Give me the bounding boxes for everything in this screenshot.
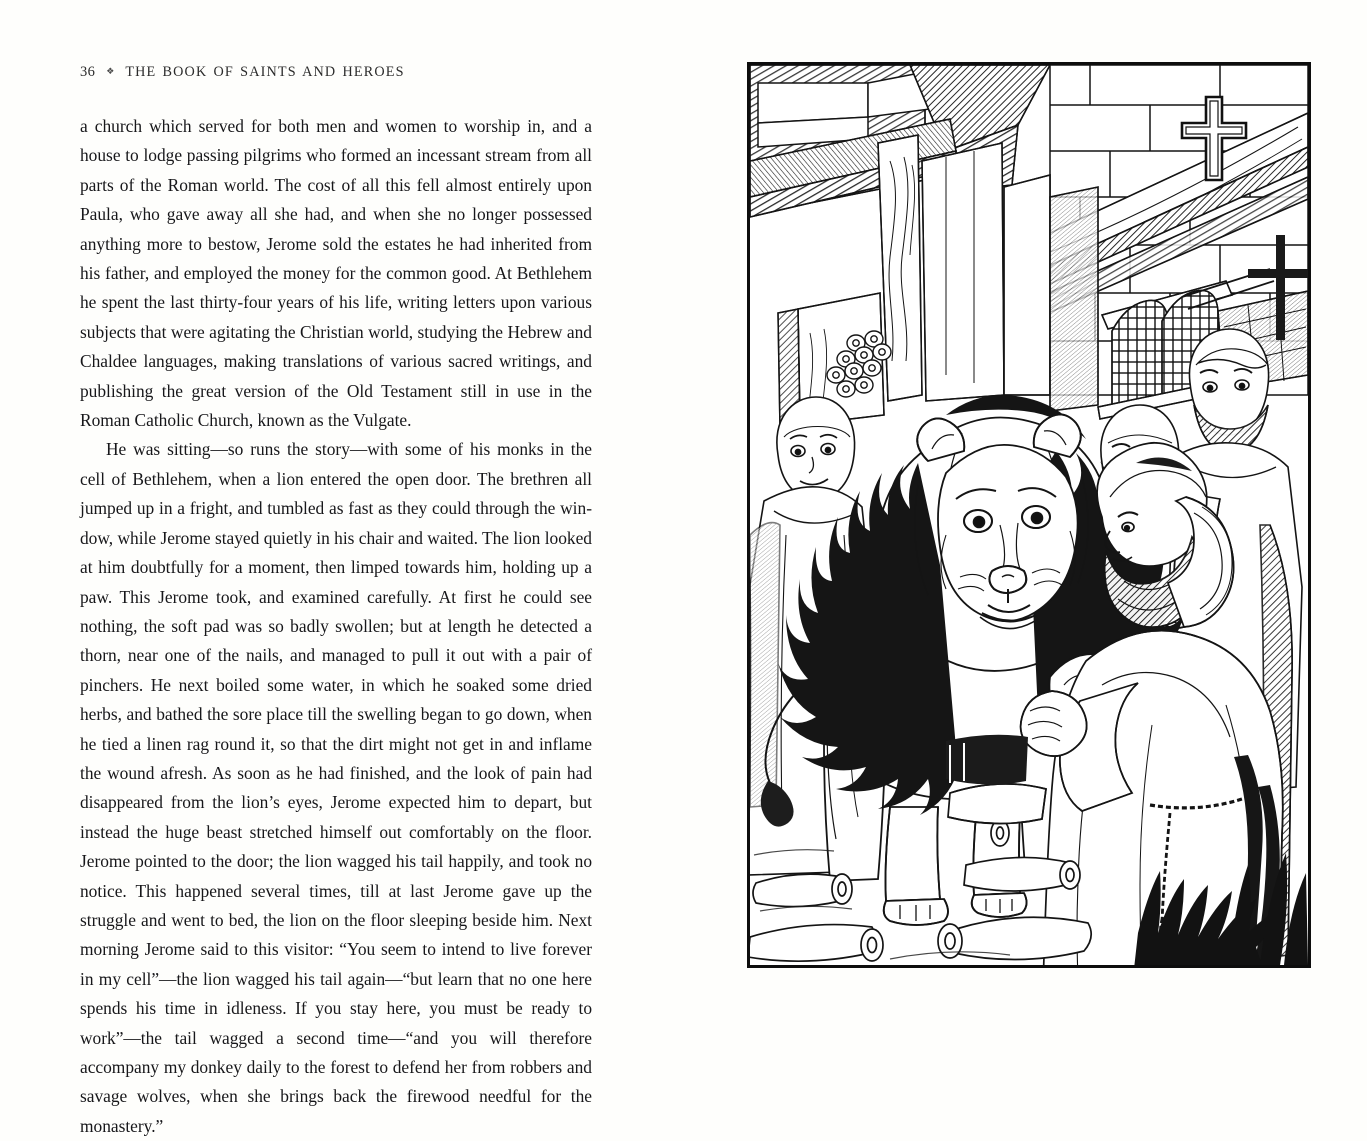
running-head-title: THE BOOK OF SAINTS AND HEROES <box>125 64 405 80</box>
diamond-ornament-icon: ❖ <box>106 66 115 76</box>
body-text-column <box>80 112 592 1141</box>
verso-page <box>0 0 683 1136</box>
saint-jerome-and-the-lion-illustration <box>750 65 1308 965</box>
running-head <box>80 64 405 81</box>
paragraph: He was sitting—so runs the story—with some of his monks in the cell of Bethlehem, when a lion entered the open door. The brethren all jumped up in a fright, and tumbled as fast as they could through the window, while Jerome stayed quietly in his chair and waited. The lion looked at him doubtfully for a moment, then limped towards him, holding up a paw. This Jerome took, and examined carefully. At first he could see nothing, the soft pad was so badly swollen; but at length he detected a thorn, near one of the nails, and managed to pull it out with a pair of pinchers. He next boiled some water, in which he soaked some dried herbs, and bathed the sore place till the swelling began to go down, when he tied a linen rag round it, so that the dirt might not get in and inflame the wound afresh. As soon as he had finished, and the look of pain had disappeared from the lion’s eyes, Jerome expected him to depart, but instead the huge beast stretched himself out comfortably on the floor. Jerome pointed to the door; the lion wagged his tail happily, and took no notice. This happened several times, till at last Jerome gave up the struggle and went to bed, the lion on the floor sleeping beside him. Next morning Jerome said to this visitor: “You seem to intend to live forever in my cell”—the lion wagged his tail again—“but learn that no one here spends his time in idleness. If you stay here, you must be ready to work”—the tail wagged a second time—“and you will therefore accompany my donkey daily to the forest to defend her from robbers and savage wolves, when she brings back the firewood needful for the monastery.” <box>80 439 592 1136</box>
recto-page <box>683 0 1367 1032</box>
illustration-plate <box>747 62 1311 968</box>
page-number: 36 <box>80 64 96 80</box>
paragraph: a church which served for both men and women to worship in, and a house to lodge passing pilgrims who formed an incessant stream from all parts of the Roman world. The cost of all this fell almost entirely upon Paula, who gave away all she had, and when she no longer possessed anything more to bestow, Jerome sold the estates he had inherited from his father, and employed the money for the common good. At Bethlehem he spent the last thirty-four years of his life, writing letters upon various subjects that were agitating the Christian world, studying the Hebrew and Chaldee languages, making translations of various sacred writings, and publishing the great version of the Old Testament still in use in the Roman Catholic Church, known as the Vulgate. <box>80 116 592 431</box>
